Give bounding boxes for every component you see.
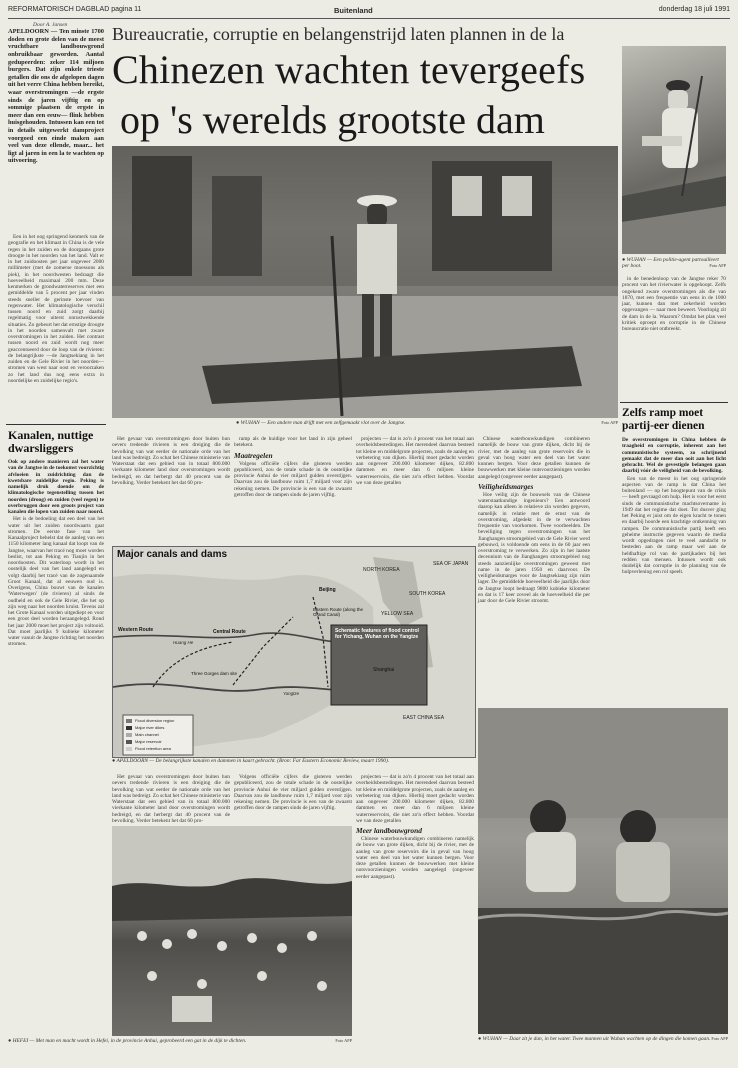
page-header xyxy=(8,4,730,19)
headline-line-2: op 's werelds grootste dam xyxy=(120,97,545,142)
column-3-text-2: Volgens officiële cijfers die gisteren werden gepubliceerd, zou de totale schade in de oostelijke provincie Anhui de vier miljard gulden overstijgen. Daarvan zou de landbouw ruim 1,7 miljard voor zijn rekening nemen. De provincie is een van de zwaarst getroffen door de rampen sinds de jaren vijftig. xyxy=(234,460,352,498)
map-label-south-korea: SOUTH KOREA xyxy=(409,591,446,597)
lead-column xyxy=(8,22,104,230)
map-label-north-korea: NORTH KOREA xyxy=(363,567,400,573)
map-legend-item: Major reservoir xyxy=(135,739,162,744)
map-label-yellow-sea: YELLOW SEA xyxy=(381,611,414,617)
kicker: Bureaucratie, corruptie en belangenstrijd laten plannen in de la xyxy=(112,24,565,44)
caption-main-photo-text: WUHAN — Een andere man drijft met een zelfgemaakt vlot over de Jangtse. xyxy=(240,420,406,426)
map-canals-dams xyxy=(112,546,476,758)
box-party-lead: De overstromingen in China hebben de traagheid en corruptie, inherent aan het communistische systeem, zo schrijnend gemaakt dat de meer dan ooit aan het licht gebracht. Wel de gevestigde belangen gaan daarbij vóór de veiligheid van de bevolking. xyxy=(622,437,726,475)
photo-raft-man xyxy=(112,146,618,418)
box-canals-body: Het is de bedoeling dat een deel van het water uit het zuiden noordwaarts gaat stromen. De eerste fase van het Kanaalproject behelst dat de aanleg van een 1150 kilometer lang kanaal dat loopt van de Jangtse, waarvan het tracé nog moet worden beslist, tot aan Peking en Tianjin in het noordoosten. Dit waterloop wordt in het oostelijk deel van het land aangelegd en volgt daarbij het tracé van de zogenaamde Groot Kanaal, dat al eeuwen oud is. Overigens, China bouwt van de kanalen 'Waterwegen' (de rivieren) al sinds de oudheid en ook de Gele Rivier, die het op zijn weg naar het noorden kruist. Tevens zal het Grote Kanaal worden uitgediept en voor een groot deel worden heraangelegd. Rond het jaar 2000 moet het project zijn voltooid. Dat moet jaarlijks 9 kubieke kilometer water vanuit de Jangtse richting het noorden stromen. xyxy=(8,516,104,648)
map-label-western-route: Western Route xyxy=(118,627,154,633)
photo-police-boat xyxy=(622,46,726,254)
column-1-text: Een in het oog springend kenmerk van de geografie en het klimaat in China is de vele regen in het zuiden en de doorgaans grote droogte in het noorden van het land. Valt er in het zuidoosten per jaar ongeveer 2000 millimeter (met de zomerse moessons als piek), in het noordwesten bedraagt die hoeveelheid maximaal 200 mm. Deze kenmerken de grondwaterreserves met een gemiddelde van 5 procent per jaar vinden steeds sneller de gerinste toevoer van regenwater. Het klimatologische verschil tussen noord en zuid zorgt daarbij regelmatig voor uiterst onrustwekkende situaties. Zo gebeurt het dat ernstige droogte in het noorden samenvalt met zware overstromingen in het zuiden. Het contrast tussen noord en zuid wordt nog meer geaccentueerd door de loop van de rivieren: de belangrijkste —de Jangtsekiang in het zuiden en de Gele Rivier in het noorden— stromen van west naar oost en veroorzaken zo het land dus nog eens extra in noordelijke en zuidelijke regio's. xyxy=(8,234,104,384)
map-label-yangtze: Yangtze xyxy=(283,691,300,696)
column-3 xyxy=(234,436,352,498)
column-1 xyxy=(8,234,104,422)
photo-wuhan-men-water xyxy=(478,708,728,1034)
caption-map-text: APELDOORN — De belangrijkste kanalen en dammen in kaart gebracht. (Bron: Far Eastern Economic Review, maart 1990). xyxy=(116,758,390,764)
box-canals-lead: Ook op andere manieren zal het water van de Jangtse in de toekomst voorzichtig afvloeien in zuidrichting dan de kwetsbare zuidelijke regio. Peking is namelijk druk doende om de klimatologische tegenstelling tussen het noorden (droog) en zuiden (veel regen) te overbruggen door een groots project van kanalen die lopen van zuiden naar noord. xyxy=(8,459,104,515)
map-label-beijing: Beijing xyxy=(319,587,336,593)
map-legend-item: Flood diversion region xyxy=(135,718,175,723)
map-legend-item: Main channel xyxy=(135,732,159,737)
lead-paragraph: APELDOORN — Ten minste 1700 doden en grote delen van de meest vruchtbare landbouwgrond onbruikbaar geworden. Aantal gedupeerden: zeker 114 miljoen burgers. Dat zijn enkele trieste getallen die ons de afgelopen dagen uit het verre China hebben bereikt, waar overstromingen —de ergste sinds de jaren vijftig en op sommige plaatsen de ergste in meer dan een eeuw— flink hebben huisgehouden. Intussen kan een tot in details uitgewerkt damproject voorgoed een einde maken aan veel van deze ellende, maar... het ligt al jaren in een la te wachten op uitvoering. xyxy=(8,28,104,165)
column-5-text-2: Hoe veilig zijn de bouwsels van de Chinese waterstaatkundige ingenieurs? Een antwoord daarop kan alleen in relatieve zin worden gegeven, namelijk in relatie met de ernst van de overstroming, afgedekt in de te verwachten frequentie van voorkomen. Twee voorbeelden. De beveiliging tegen overstromingen van het Jianghangen stroomgebied van de Gele Rivier werd gebouwd, is voldoende om eens in de 60 jaar een overstroming te verwerken. Zo zijn in het laatste decennium van de Jianghangen stroomgebied nog steeds aanzienlijke overstromingen geweest met name in de jaren 1950 en daarvoor. De veiligheidsmarges voor de Jangtsekiang zijn ruim lager. De gemiddelde hoeveelheid die jaarlijks door de Jangtse loopt bedraagt 9800 kubieke kilometer en dat is 17 keer zoveel als de hoeveelheid die per jaar door de Gele Rivier stroomt. xyxy=(478,491,590,604)
column-3b xyxy=(234,774,352,824)
heading-maatregelen: Maatregelen xyxy=(234,450,273,460)
paper-name: REFORMATORISCH DAGBLAD pagina 11 xyxy=(8,6,142,13)
map-label-east-china-sea: EAST CHINA SEA xyxy=(403,715,445,721)
column-2b-text: Het gevaar van overstromingen door buiten hun oevers tredende rivieren is een dreiging die de bevolking van wat eerder de nationale orde van het land was bedreigt. Zo schat het Chinese ministerie van Waterstaat dat een gebied van in totaal 800.000 vierkante kilometer land door overstromingen wordt bedreigd, en dat herbergt dat 40 procent van de bevolking. Verder betekent het dat 60 pro- xyxy=(112,774,230,824)
column-4 xyxy=(356,436,474,542)
map-legend xyxy=(135,717,193,752)
map-legend-item: Flood retention area xyxy=(135,746,171,751)
column-4b-text: projecten — dat is zo'n 4 procent van het totaal aan overheidsbestedingen. Het merendeel daarvan besteed tot kleine en middelgrote projecten, zoals de aanleg en verbetering van dijken. Hierbij moet gedacht worden aan ongeveer 200.000 kilometer dijken, 82.800 dammen en meer dan 6 miljoen kleine waterreservoirs, die niet zo'n effect hebben. Voordat we van deze getallen xyxy=(356,774,474,824)
byline: Door A. Jansen xyxy=(33,22,68,28)
sidebar-box-canals xyxy=(6,424,106,1045)
caption-police-boat-text: WUHAN — Een politie-agent patrouilleert per boot. xyxy=(622,257,719,270)
caption-wuhan-men: ● WUHAN — Daar zit je dan, in het water. Twee mannen uit Wuhan wachten op de dingen die komen gaan. Foto AFP xyxy=(478,1036,728,1042)
box-party-heading: Zelfs ramp moet partij-eer dienen xyxy=(622,407,705,432)
map-legend-item: Major river dikes xyxy=(135,725,165,730)
headline-line-1: Chinezen wachten tevergeefs xyxy=(112,47,586,92)
caption-map: ● APELDOORN — De belangrijkste kanalen en dammen in kaart gebracht. (Bron: Far Eastern Economic Review, maart 1990). xyxy=(112,758,390,764)
column-7 xyxy=(622,276,726,396)
column-3b-text: Volgens officiële cijfers die gisteren werden gepubliceerd, zou de totale schade in de oostelijke provincie Anhui de vier miljard gulden overstijgen. Daarvan zou de landbouw ruim 1,7 miljard voor zijn rekening nemen. De provincie is een van de zwaarst getroffen door de rampen sinds de jaren vijftig. xyxy=(234,774,352,812)
map-label-schematic: Schematic features of flood control for Yichang, Wuhan on the Yangtze xyxy=(335,628,419,640)
map-label-huang-he: Huang He xyxy=(173,640,194,645)
caption-main-photo-credit: Foto AFP xyxy=(601,420,618,425)
box-party-body: Een van de meest in het oog springende aspecten van de ramp is dat China het buitenland — op het hoogtepunt van de crisis — heeft gevraagd om hulp. Het is voor het eerst sinds de communistische machtsovername in 1949 dat het regime dat doet. Tot dusver ging het Peking er juist om de eigen kracht te tonen en daarbij hoorde een krachtige ontkenning van rampen. De communistische partij heeft een geheime instructie gegeven waarin de media wordt opgedragen niet te veel aandacht te besteden aan de ramp maar wel aan de heldhaftige rol van de partijkaders bij het redden van mensen. Intussen wordt ook duidelijk dat corruptie in de planning van de hulpverlening een rol speelt. xyxy=(622,475,726,576)
caption-police-boat-credit: Foto AFP xyxy=(709,263,726,269)
map-label-three-gorges: Three Gorges dam site xyxy=(191,671,238,676)
heading-meer-landbouwgrond: Meer landbouwgrond xyxy=(356,826,422,835)
sidebar-box-party xyxy=(620,402,728,703)
caption-wuhan-men-text: WUHAN — Daar zit je dan, in het water. Twee mannen uit Wuhan wachten op de dingen die komen gaan. xyxy=(482,1036,711,1042)
column-5 xyxy=(478,436,590,706)
column-4b-text-2: Chinese waterbouwkundigen combineren namelijk de bouw van grote dijken, dicht bij de rivier, met de aanleg van grote reservoirs die in geval van hoog water een deel van het water kunnen bergen. Voor deze getallen kunnen de bouwwerken met kleine nutsvoorzieningen worden aangelegd (ongeveer eerder aangepast). xyxy=(356,836,474,880)
map-label-central-route: Central Route xyxy=(213,629,246,635)
column-3-text: ramp als de huidige voor het land in zijn geheel betekent. xyxy=(234,436,352,449)
column-2b xyxy=(112,774,230,824)
caption-police-boat: ● WUHAN — Een politie-agent patrouilleert per boot. Foto AFP xyxy=(622,257,726,270)
map-label-shanghai: Shanghai xyxy=(373,667,395,673)
map-title: Major canals and dams xyxy=(117,549,228,560)
column-4-text: projecten — dat is zo'n 4 procent van het totaal aan overheidsbestedingen. Het merendeel daarvan besteed tot kleine en middelgrote projecten, zoals de aanleg en verbetering van dijken. Hierbij moet gedacht worden aan ongeveer 200.000 kilometer dijken, 82.800 dammen en meer dan 6 miljoen kleine waterreservoirs, die niet zo'n effect hebben. Voordat we van deze getallen xyxy=(356,436,474,486)
map-label-sea-of-japan: SEA OF JAPAN xyxy=(433,561,469,567)
heading-veiligheidsmarges: Veiligheidsmarges xyxy=(478,481,534,491)
page-date: donderdag 18 juli 1991 xyxy=(658,6,730,13)
column-2-text: Het gevaar van overstromingen door buiten hun oevers tredende rivieren is een dreiging die de bevolking van wat eerder de nationale orde van het land was bedreigt. Zo schat het Chinese ministerie van Waterstaat dat een gebied van in totaal 800.000 vierkante kilometer land door overstromingen wordt bedreigd, en dat herbergt dat 40 procent van de bevolking. Verder betekent het dat 60 pro- xyxy=(112,436,230,486)
column-7-text: in de benedenloop van de Jangtse reker 70 procent van het rivierwater is opgehoopt. Zelfs ongekend zware overstromingen als die van 1870, met een frequentie van eens in de 1000 jaar, kunnen dan met zekerheid worden opgevangen — naar men beweert. Voorlopig zit de dam in de la. Waarom? Omdat het plan veel kritiek oproept en corruptie in de Chinese bureaucratie niet ontbreekt. xyxy=(622,276,726,332)
column-5-text: Chinese waterbouwkundigen combineren namelijk de bouw van grote dijken, dicht bij de rivier, met de aanleg van grote reservoirs die in geval van hoog water een deel van het water kunnen bergen. Voor deze getallen kunnen de bouwwerken met kleine nutsvoorzieningen worden aangelegd (ongeveer eerder aangepast). xyxy=(478,436,590,480)
caption-wuhan-men-credit: Foto AFP xyxy=(711,1036,728,1041)
photo-hefei-dike xyxy=(112,826,352,1036)
caption-hefei: ● HEFEI — Met man en macht wordt in Hefei, in de provincie Anhui, geprobeerd een gat in de dijk te dichten. Foto AFP xyxy=(8,1038,352,1044)
section-name: Buitenland xyxy=(334,6,373,15)
box-canals-heading: Kanalen, nuttige dwarsliggers xyxy=(8,428,94,455)
map-label-eastern-route: Eastern Route (along the Grand Canal) xyxy=(313,607,364,617)
caption-hefei-text: HEFEI — Met man en macht wordt in Hefei, in de provincie Anhui, geprobeerd een gat in de dijk te dichten. xyxy=(12,1038,247,1044)
column-2 xyxy=(112,436,230,486)
caption-hefei-credit: Foto AFP xyxy=(335,1038,352,1043)
caption-main-photo: ● WUHAN — Een andere man drijft met een zelfgemaakt vlot over de Jangtse. Foto AFP xyxy=(236,420,618,426)
column-4b xyxy=(356,774,474,1024)
